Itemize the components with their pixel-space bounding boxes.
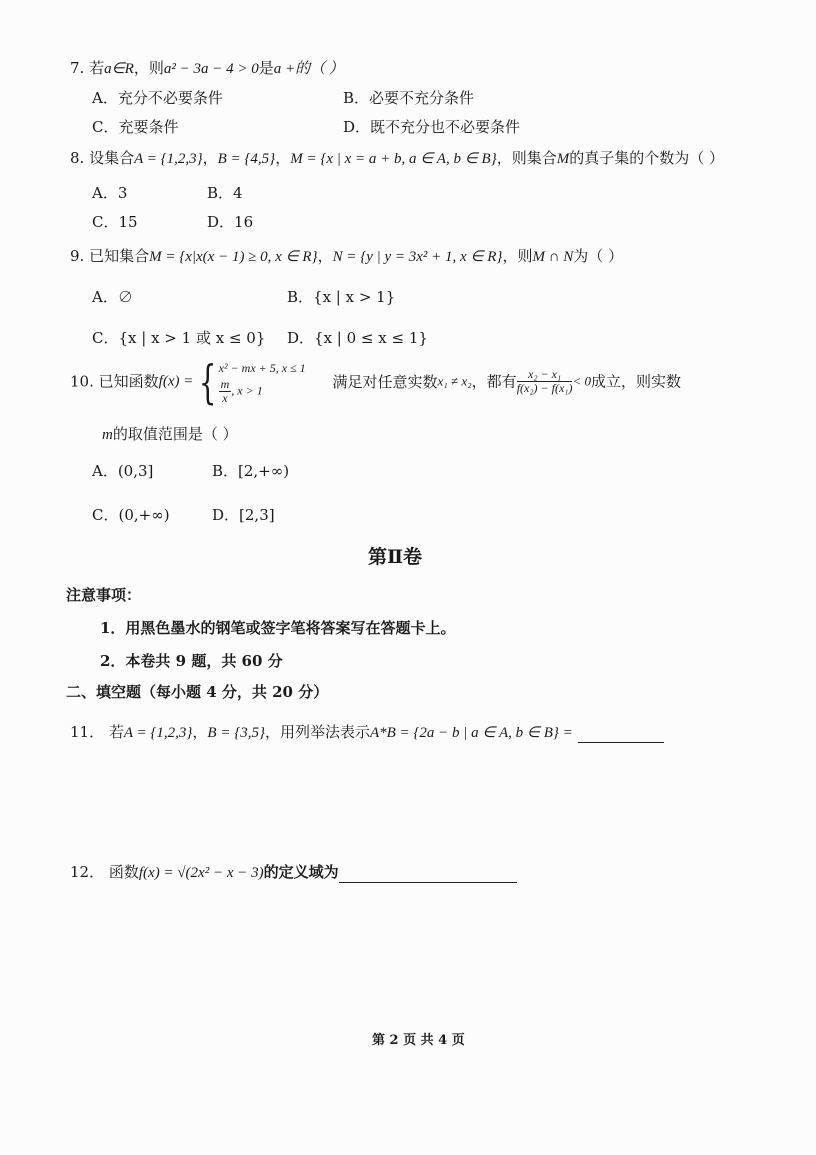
option-b: B．[2,+∞)	[212, 462, 290, 480]
piece-case-2	[219, 378, 306, 405]
stem-text: ，都有	[471, 372, 517, 391]
question-number: 11．	[70, 723, 105, 741]
math-expr: f(x) = √(2x² − x − 3)	[138, 865, 264, 881]
stem-text: ，	[317, 247, 333, 265]
stem-text: 的真子集的个数为（ ）	[569, 149, 724, 167]
page-footer: 第 2 页 共 4 页	[372, 1033, 465, 1048]
notice-item: 1．用黑色墨水的钢笔或签字笔将答案写在答题卡上。	[100, 619, 456, 637]
question-8-stem	[70, 148, 724, 169]
stem-text: 满足对任意实数	[332, 372, 438, 391]
piecewise-cases	[219, 358, 306, 405]
stem-text: 若	[108, 723, 124, 741]
notice-item: 2．本卷共 9 题，共 60 分	[100, 652, 283, 670]
math-expr: m	[102, 427, 113, 443]
stem-text: 成立，则实数	[590, 372, 681, 391]
stem-text: 的定义域为	[263, 863, 339, 881]
math-expr: x₁ ≠ x₂	[437, 373, 472, 389]
option-d: D．16	[207, 213, 254, 231]
stem-text: ，用列举法表示	[264, 723, 370, 741]
fraction-numerator: x₂ − x₁	[517, 368, 573, 382]
math-expr: A*B = {2a − b | a ∈ A, b ∈ B} =	[369, 725, 573, 741]
brace-symbol: {	[199, 354, 217, 409]
answer-blank[interactable]	[578, 726, 664, 743]
question-10-stem	[70, 354, 681, 418]
math-expr: B = {3,5}	[207, 725, 265, 741]
question-number: 9.	[70, 247, 85, 265]
math-expr: M = {x | x = a + b, a ∈ A, b ∈ B}	[290, 151, 497, 167]
option-b: B．必要不充分条件	[343, 89, 475, 107]
piece-case-1: x² − mx + 5, x ≤ 1	[218, 361, 306, 375]
stem-text: 设集合	[89, 149, 135, 167]
question-9-stem	[70, 246, 623, 267]
stem-text: a +的（ ）	[273, 61, 344, 77]
stem-text: 函数	[108, 863, 139, 881]
stem-text: ，则	[502, 247, 533, 265]
question-number: 10.	[70, 372, 94, 391]
math-expr: < 0	[572, 373, 591, 389]
question-number: 7.	[70, 59, 85, 77]
fraction-denominator: f(x₂) − f(x₁)	[516, 381, 573, 395]
stem-text: 的取值范围是（ ）	[112, 425, 238, 443]
option-b: B．4	[207, 184, 243, 202]
math-expr: M	[556, 151, 570, 167]
option-d: D．既不充分也不必要条件	[343, 118, 521, 136]
fraction-denominator: x	[222, 391, 228, 405]
stem-text: 已知函数	[98, 372, 159, 391]
math-expr: f(x) =	[158, 373, 194, 390]
fill-blank-heading: 二、填空题（每小题 4 分，共 20 分）	[66, 683, 329, 701]
question-7-stem	[70, 58, 344, 79]
question-12-stem	[70, 862, 517, 883]
stem-text: 为（ ）	[573, 247, 624, 265]
option-a: A．(0,3]	[92, 462, 154, 480]
math-expr: B = {4,5}	[217, 151, 276, 167]
option-d: D．[2,3]	[212, 506, 275, 524]
option-c: C．{x | x > 1 或 x ≤ 0}	[92, 329, 266, 347]
fraction	[517, 368, 573, 395]
fraction	[219, 378, 232, 405]
option-d: D．{x | 0 ≤ x ≤ 1}	[287, 329, 428, 347]
question-10-line2	[102, 424, 238, 445]
stem-text: ，	[275, 149, 291, 167]
stem-text: 已知集合	[89, 247, 150, 265]
option-c: C．15	[92, 213, 138, 231]
stem-text: ，则集合	[496, 149, 557, 167]
stem-text: ，	[192, 723, 208, 741]
option-a: A．充分不必要条件	[92, 89, 223, 107]
option-a: A．∅	[92, 288, 133, 306]
stem-text: ，	[202, 149, 218, 167]
section-title: 第Ⅱ卷	[368, 546, 423, 568]
question-number: 8.	[70, 149, 85, 167]
question-number: 12．	[70, 863, 105, 881]
question-11-stem	[70, 722, 664, 743]
notice-title: 注意事项：	[66, 586, 142, 604]
math-expr: a² − 3a − 4 > 0	[163, 61, 259, 77]
math-expr: M = {x|x(x − 1) ≥ 0, x ∈ R}	[149, 249, 318, 265]
math-expr: A = {1,2,3}	[123, 725, 193, 741]
math-expr: M ∩ N	[532, 249, 574, 265]
option-c: C．(0,+∞)	[92, 506, 170, 524]
math-expr: A = {1,2,3}	[134, 151, 203, 167]
stem-text: 若	[89, 59, 105, 77]
math-expr: a∈R	[104, 61, 134, 77]
stem-text: ，则	[133, 59, 164, 77]
option-c: C．充要条件	[92, 118, 179, 136]
stem-text: 是	[258, 59, 274, 77]
answer-blank[interactable]	[339, 866, 517, 883]
math-expr: N = {y | y = 3x² + 1, x ∈ R}	[332, 249, 503, 265]
fraction-numerator: m	[220, 377, 230, 391]
piece-condition: , x > 1	[231, 383, 263, 398]
option-a: A．3	[92, 184, 128, 202]
option-b: B．{x | x > 1}	[287, 288, 396, 306]
